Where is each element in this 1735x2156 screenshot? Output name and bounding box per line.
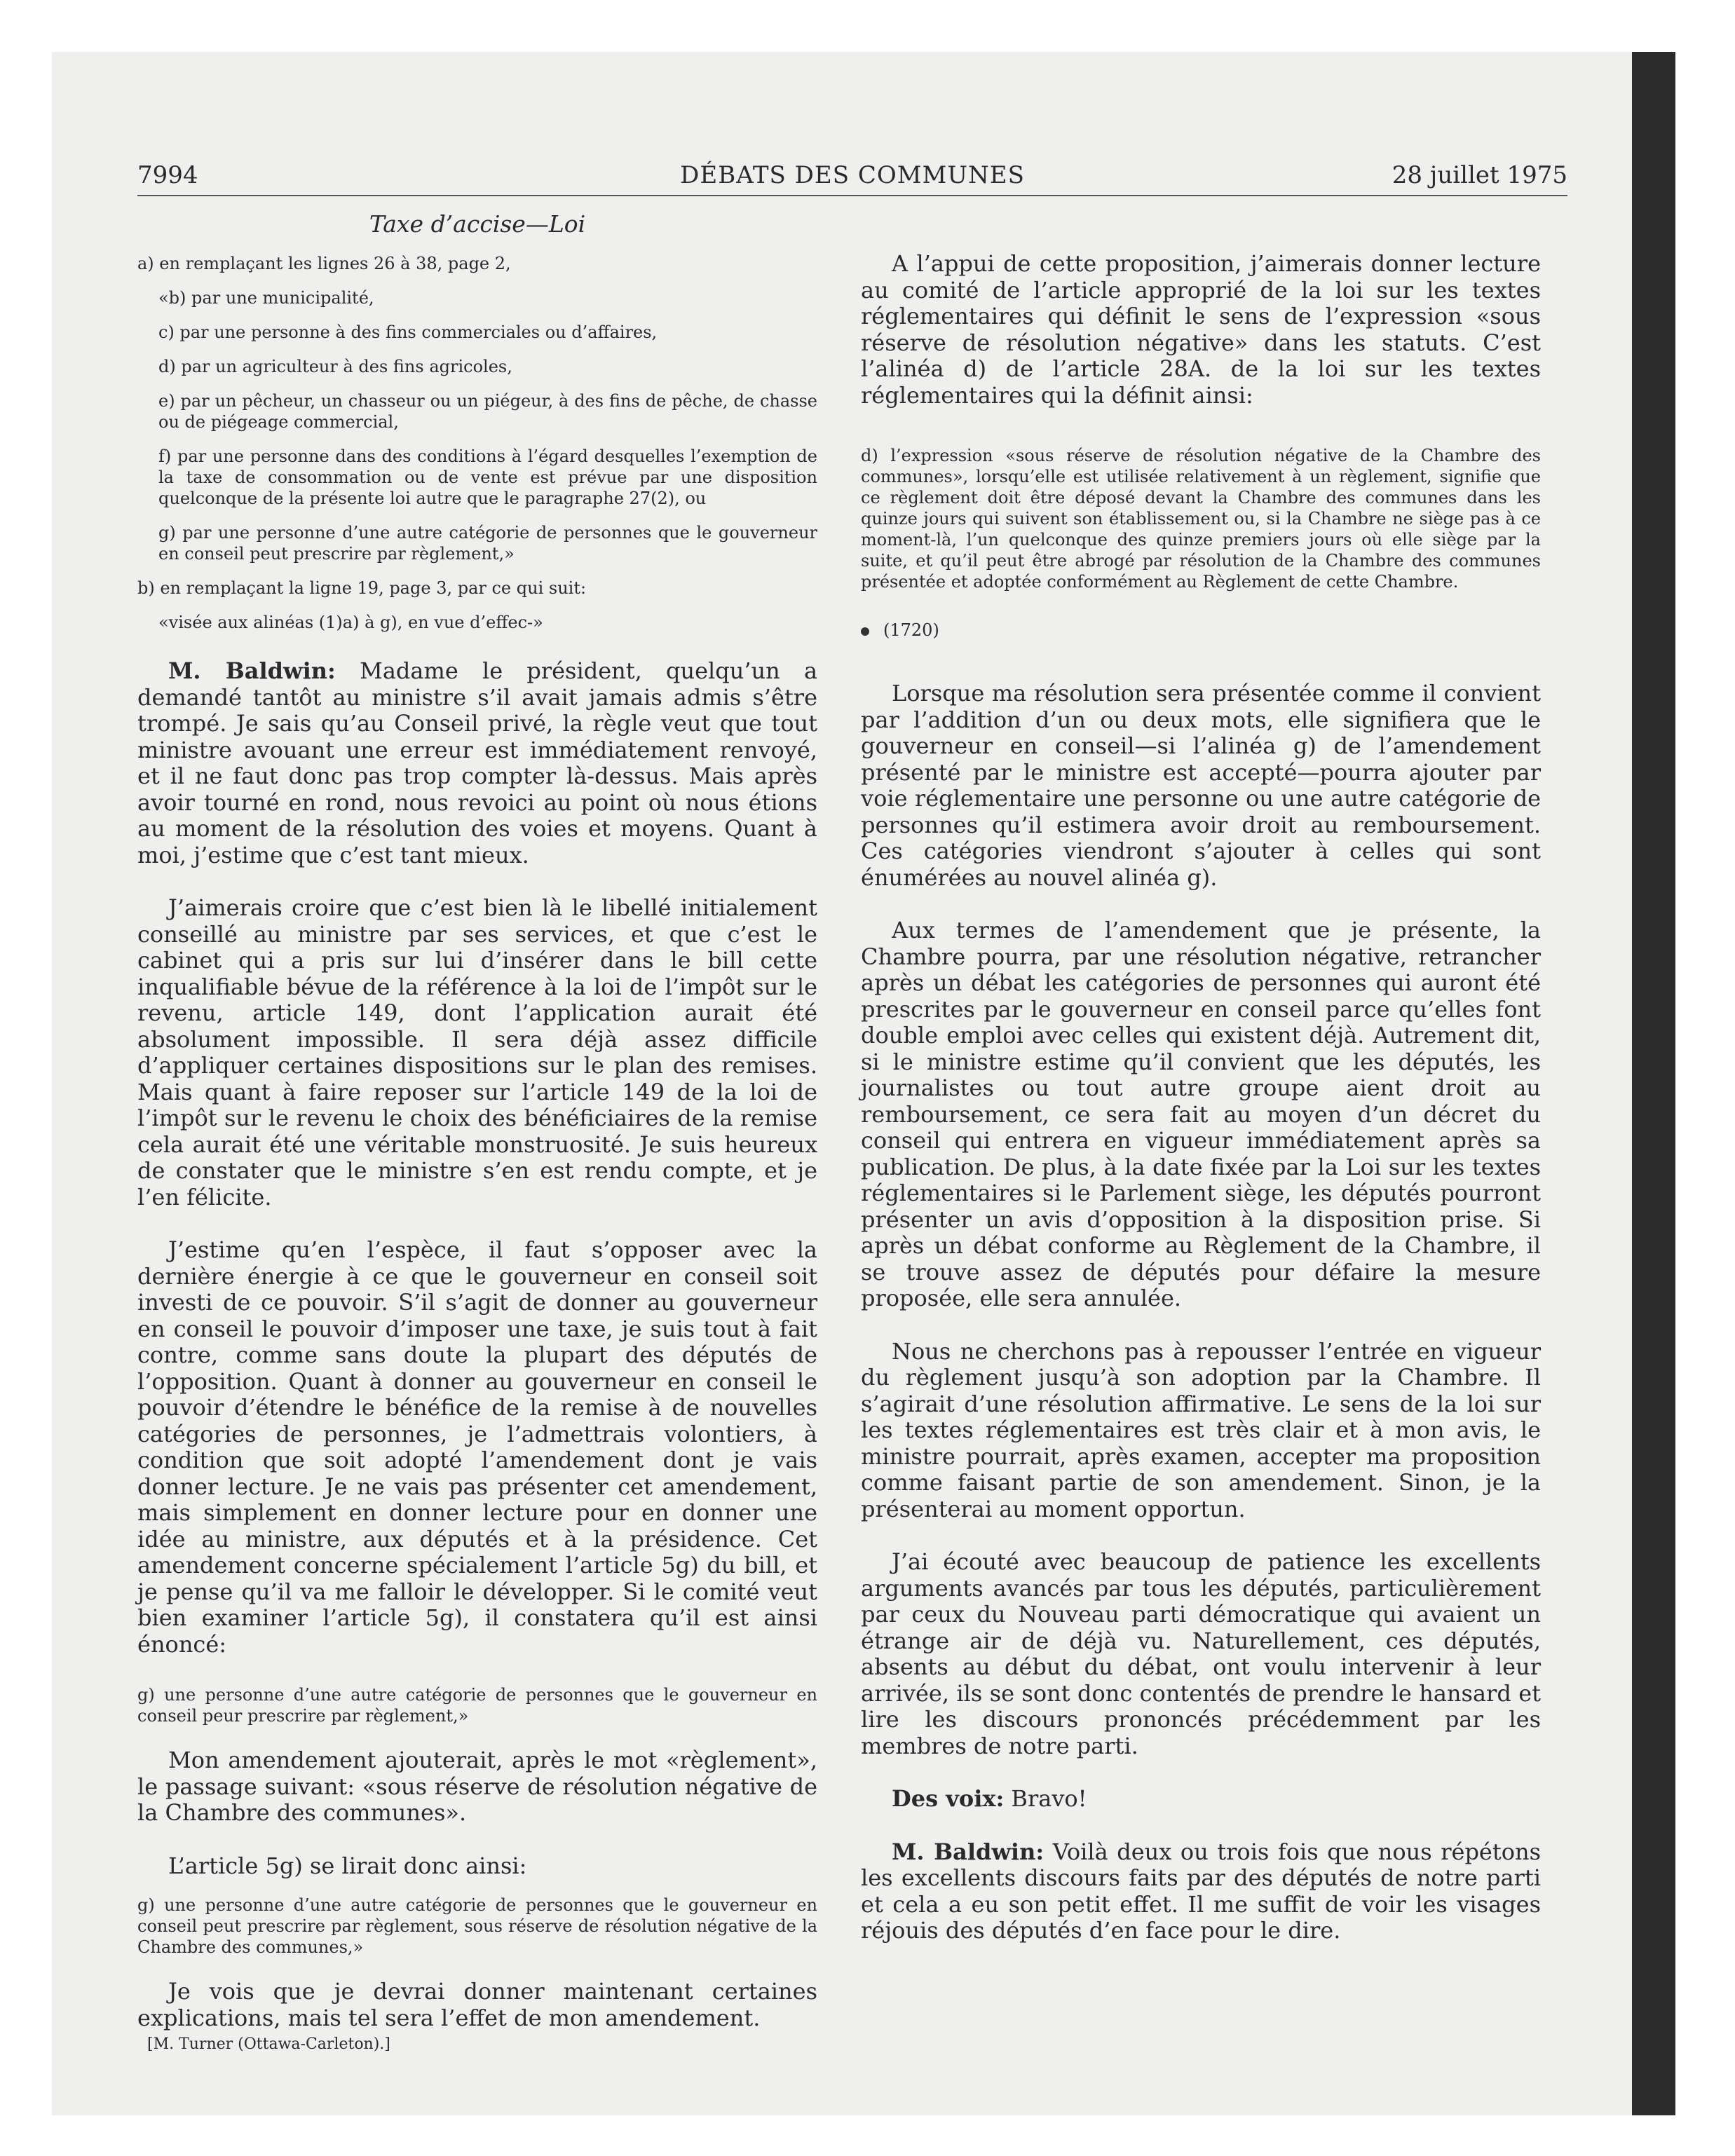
time-marker [861,620,1541,640]
speech-paragraph [137,658,817,868]
amendment-item-g: g) par une personne d’une autre catégorie de personnes que le gouverneur en conseil peut prescrire par règlement,» [158,523,817,564]
left-column [137,210,817,2053]
speech-paragraph: Aux termes de l’amendement que je présente, la Chambre pourra, par une résolution négative, retrancher après un débat les catégories de personnes qui auront été prescrites par le gouverneur en conseil parce qu’elles font double emploi avec celles qui existent déjà. Autrement dit, si le ministre estime qu’il convient que les députés, les journalistes ou tout autre groupe aient droit au remboursement, ce sera fait au moyen d’un décret du conseil qui entrera en vigueur immédiatement après sa publication. De plus, à la date fixée par la Loi sur les textes réglementaires si le Parlement siège, les députés pourront présenter un avis d’opposition à la disposition prise. Si après un débat conforme au Règlement de la Chambre, il se trouve assez de députés pour défaire la mesure proposée, elle sera annulée. [861,917,1541,1311]
speech-paragraph: Je vois que je devrai donner maintenant certaines explications, mais tel sera l’effet de mon amendement. [137,1978,817,2031]
speech-text: Madame le président, quelqu’un a demandé tantôt au ministre s’il avait jamais admis s’être trompé. Je sais qu’au Conseil privé, la règle veut que tout ministre avouant une erreur est immédiatement renvoyé, et il ne faut donc pas trop compter là-dessus. Mais après avoir tourné en rond, nous revoici au point où nous étions au moment de la résolution des voies et moyens. Quant à moi, j’estime que c’est tant mieux. [137,657,818,868]
time-stamp: (1720) [883,620,939,640]
amendment-item-a: a) en remplaçant les lignes 26 à 38, page 2, [137,254,511,273]
speech-paragraph: A l’appui de cette proposition, j’aimerais donner lecture au comité de l’article approprié de la loi sur les textes réglementaires qui définit le sens de l’expression «sous réserve de résolution négative» dans les statuts. C’est l’alinéa d) de l’article 28A. de la loi sur les textes réglementaires qui la définit ainsi: [861,250,1541,409]
speaker-footer: [M. Turner (Ottawa-Carleton).] [147,2035,390,2053]
speaker-name: Des voix: [892,1785,1005,1812]
bullet-icon [861,627,869,636]
publication-date: 28 juillet 1975 [1392,161,1567,189]
speech-paragraph: Lorsque ma résolution sera présentée comme il convient par l’addition d’un ou deux mots, elle signifiera que le gouverneur en conseil—si l’alinéa g) de l’amendement présenté par le ministre est accepté—pourra ajouter par voie réglementaire une personne ou une autre catégorie de personnes qu’il estimera avoir droit au remboursement. Ces catégories viendront s’ajouter à celles qui sont énumérées au nouvel alinéa g). [861,680,1541,891]
speaker-name: M. Baldwin: [892,1838,1045,1865]
amendment-item-b2: b) en remplaçant la ligne 19, page 3, par ce qui suit: [137,578,587,598]
amendment-item-c: c) par une personne à des fins commerciales ou d’affaires, [158,322,658,342]
right-column [861,251,1541,1971]
amendment-item-b: «b) par une municipalité, [158,288,374,308]
speech-paragraph [861,1839,1541,1944]
interjection [861,1786,1541,1813]
amendment-item-f: f) par une personne dans des conditions à l’égard desquelles l’exemption de la taxe de consommation ou de vente est prévue par une disposition quelconque de la présente loi autre que le paragraphe 27(2), ou [158,446,817,508]
page-header [137,161,1567,196]
section-subtitle: Taxe d’accise—Loi [369,210,586,238]
publication-title: DÉBATS DES COMMUNES [680,161,1025,189]
speech-paragraph: Nous ne cherchons pas à repousser l’entrée en vigueur du règlement jusqu’à son adoption par la Chambre. Il s’agirait d’une résolution affirmative. Le sens de la loi sur les textes réglementaires est très clair et à mon avis, le ministre pourrait, après examen, accepter ma proposition comme faisant partie de son amendement. Sinon, je la présenterai au moment opportun. [861,1337,1541,1522]
page-number: 7994 [137,161,198,189]
speech-paragraph: J’aimerais croire que c’est bien là le libellé initialement conseillé au ministre par ses services, et que c’est le cabinet qui a pris sur lui d’insérer dans le bill cette inqualifiable bévue de la référence à la loi de l’impôt sur le revenu, article 149, dont l’application aurait été absolument impossible. Il sera déjà assez difficile d’appliquer certaines dispositions sur le plan des remises. Mais quant à faire reposer sur l’article 149 de la loi de l’impôt sur le revenu le choix des bénéficiaires de la remise cela aurait été une véritable monstruosité. Je suis heureux de constater que le ministre s’en est rendu compte, et je l’en félicite. [137,894,817,1210]
speech-paragraph: L’article 5g) se lirait donc ainsi: [168,1852,527,1879]
quoted-clause: g) une personne d’une autre catégorie de personnes que le gouverneur en conseil peut prescrire par règlement, sous réserve de résolution négative de la Chambre des communes,» [137,1895,817,1957]
speech-text: Bravo! [1011,1785,1087,1812]
speech-paragraph: J’estime qu’en l’espèce, il faut s’opposer avec la dernière énergie à ce que le gouverneur en conseil soit investi de ce pouvoir. S’il s’agit de donner au gouverneur en conseil le pouvoir d’imposer une taxe, je suis tout à fait contre, comme sans doute la plupart des députés de l’opposition. Quant à donner au gouverneur en conseil le pouvoir d’étendre le bénéfice de la remise à de nouvelles catégories de personnes, je l’admettrais volontiers, à condition que soit adopté l’amendement dont je vais donner lecture. Je ne vais pas présenter cet amendement, mais simplement en donner lecture pour en donner une idée au ministre, aux députés et à la présidence. Cet amendement concerne spécialement l’article 5g) du bill, et je pense qu’il va me falloir le développer. Si le comité veut bien examiner l’article 5g), il constatera qu’il est ainsi énoncé: [137,1236,817,1658]
speech-paragraph: Mon amendement ajouterait, après le mot «règlement», le passage suivant: «sous réserve de résolution négative de la Chambre des communes». [137,1747,817,1826]
scan-edge-shadow [1632,52,1675,2115]
amendment-visee: «visée aux alinéas (1)a) à g), en vue d’effec-» [158,613,543,632]
speech-paragraph: J’ai écouté avec beaucoup de patience les excellents arguments avancés par tous les députés, particulièrement par ceux du Nouveau parti démocratique qui avaient un étrange air de déjà vu. Naturellement, ces députés, absents au début du débat, ont voulu intervenir à leur arrivée, ils se sont donc contentés de prendre le hansard et lire les discours prononcés précédemment par les membres de notre parti. [861,1548,1541,1759]
quoted-clause: g) une personne d’une autre catégorie de personnes que le gouverneur en conseil peur prescrire par règlement,» [137,1685,817,1726]
speech-text: Voilà deux ou trois fois que nous répétons les excellents discours faits par des députés de notre parti et cela a eu son petit effet. Il me suffit de voir les visages réjouis des députés d’en face pour le dire. [861,1838,1542,1944]
amendment-item-d: d) par un agriculteur à des fins agricoles, [158,357,512,376]
quoted-definition: d) l’expression «sous réserve de résolution négative de la Chambre des communes», lorsqu’elle est utilisée relativement à un règlement, signifie que ce règlement doit être déposé devant la Chambre des communes dans les quinze jours qui suivent son établissement ou, si la Chambre ne siège pas à ce moment-là, l’un quelconque des quinze premiers jours où elle siège par la suite, et qu’il peut être abrogé par résolution de la Chambre des communes présentée et adoptée conformément au Règlement de cette Chambre. [861,446,1541,592]
amendment-item-e: e) par un pêcheur, un chasseur ou un piégeur, à des fins de pêche, de chasse ou de piégeage commercial, [158,391,817,432]
speaker-name: M. Baldwin: [168,657,336,684]
